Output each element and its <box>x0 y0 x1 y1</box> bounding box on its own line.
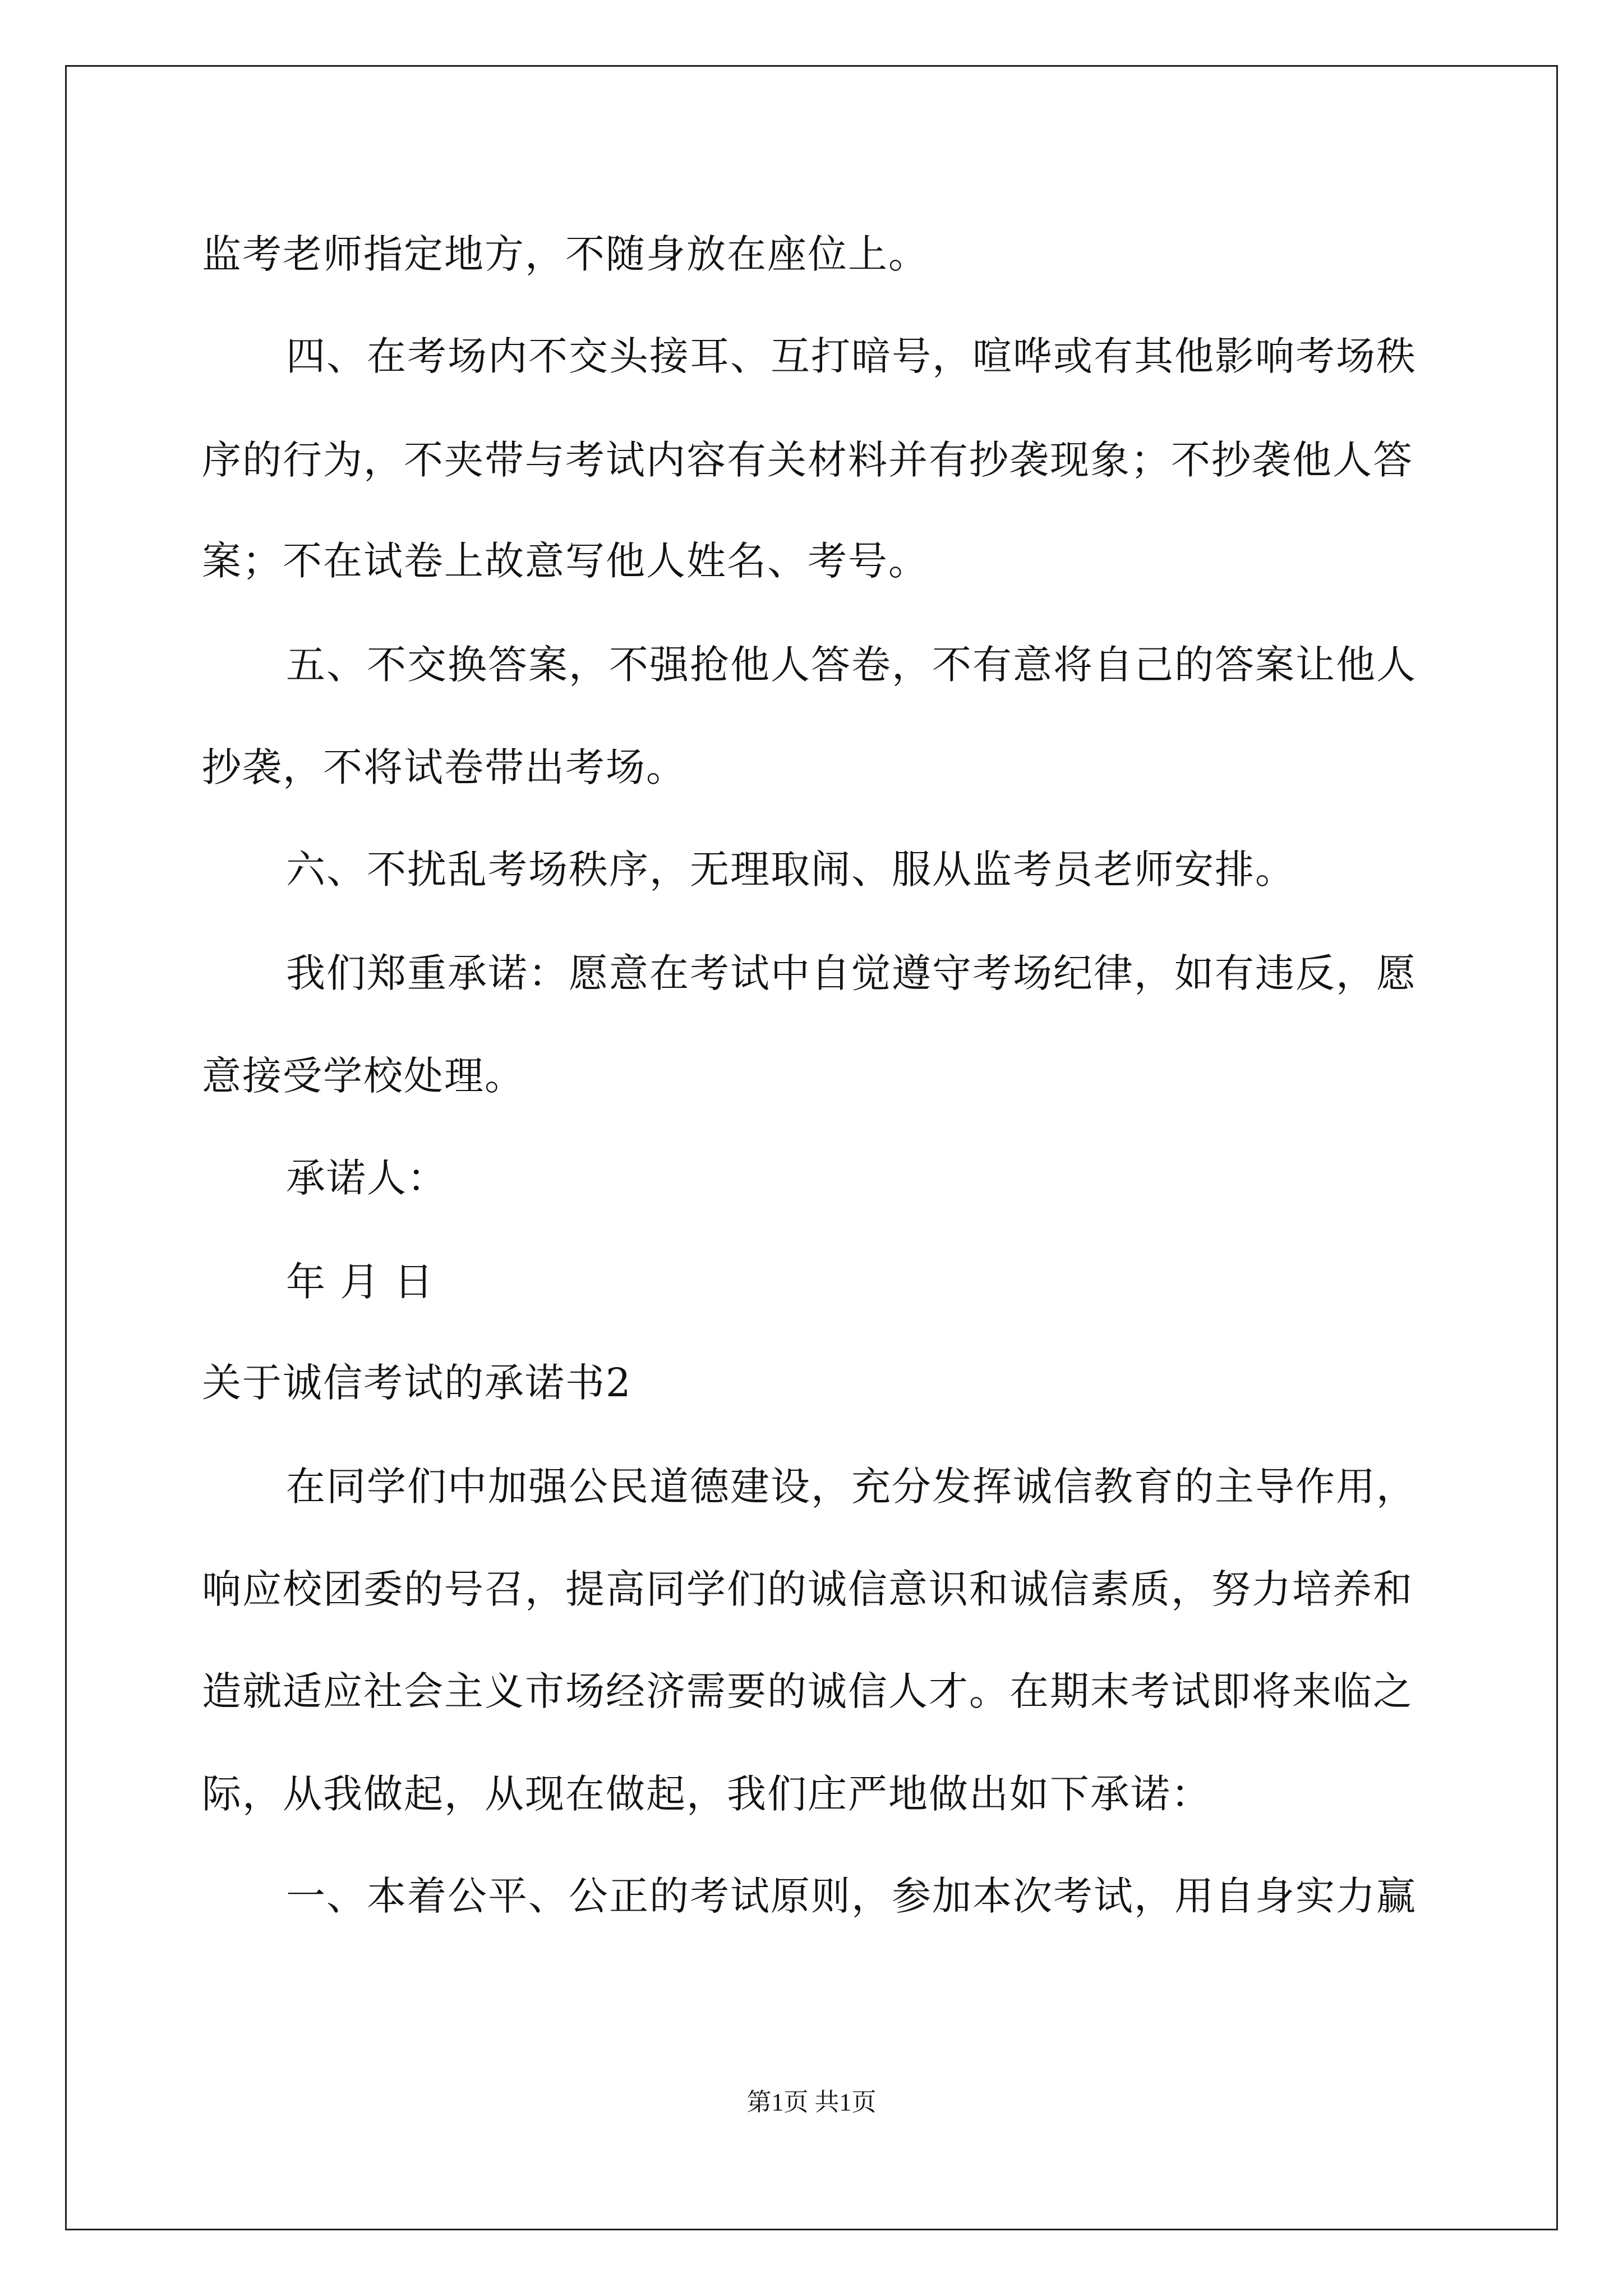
text-line: 意接受学校处理。 <box>202 1053 525 1099</box>
page-number-footer: 第1页 共1页 <box>746 2088 877 2116</box>
text-line: 六、不扰乱考场秩序，无理取闹、服从监考员老师安排。 <box>286 846 1295 892</box>
text-line: 我们郑重承诺：愿意在考试中自觉遵守考场纪律，如有违反，愿 <box>286 950 1417 996</box>
text-line: 承诺人： <box>286 1155 448 1201</box>
text-line: 年 月 日 <box>286 1259 435 1305</box>
text-line: 四、在考场内不交头接耳、互打暗号，喧哗或有其他影响考场秩 <box>286 333 1417 379</box>
text-line: 抄袭，不将试卷带出考场。 <box>202 744 686 790</box>
text-line: 案；不在试卷上故意写他人姓名、考号。 <box>202 538 929 584</box>
text-line: 序的行为，不夹带与考试内容有关材料并有抄袭现象；不抄袭他人答 <box>202 437 1413 483</box>
text-line: 造就适应社会主义市场经济需要的诚信人才。在期末考试即将来临之 <box>202 1668 1413 1714</box>
text-line: 一、本着公平、公正的考试原则，参加本次考试，用自身实力赢 <box>286 1873 1417 1919</box>
text-line: 在同学们中加强公民道德建设，充分发挥诚信教育的主导作用， <box>286 1464 1417 1510</box>
section-heading: 关于诚信考试的承诺书2 <box>202 1360 632 1406</box>
text-line: 五、不交换答案，不强抢他人答卷，不有意将自己的答案让他人 <box>286 642 1417 688</box>
text-line: 响应校团委的号召，提高同学们的诚信意识和诚信素质，努力培养和 <box>202 1566 1413 1612</box>
text-line: 监考老师指定地方，不随身放在座位上。 <box>202 231 929 277</box>
text-line: 际，从我做起，从现在做起，我们庄严地做出如下承诺： <box>202 1771 1211 1817</box>
